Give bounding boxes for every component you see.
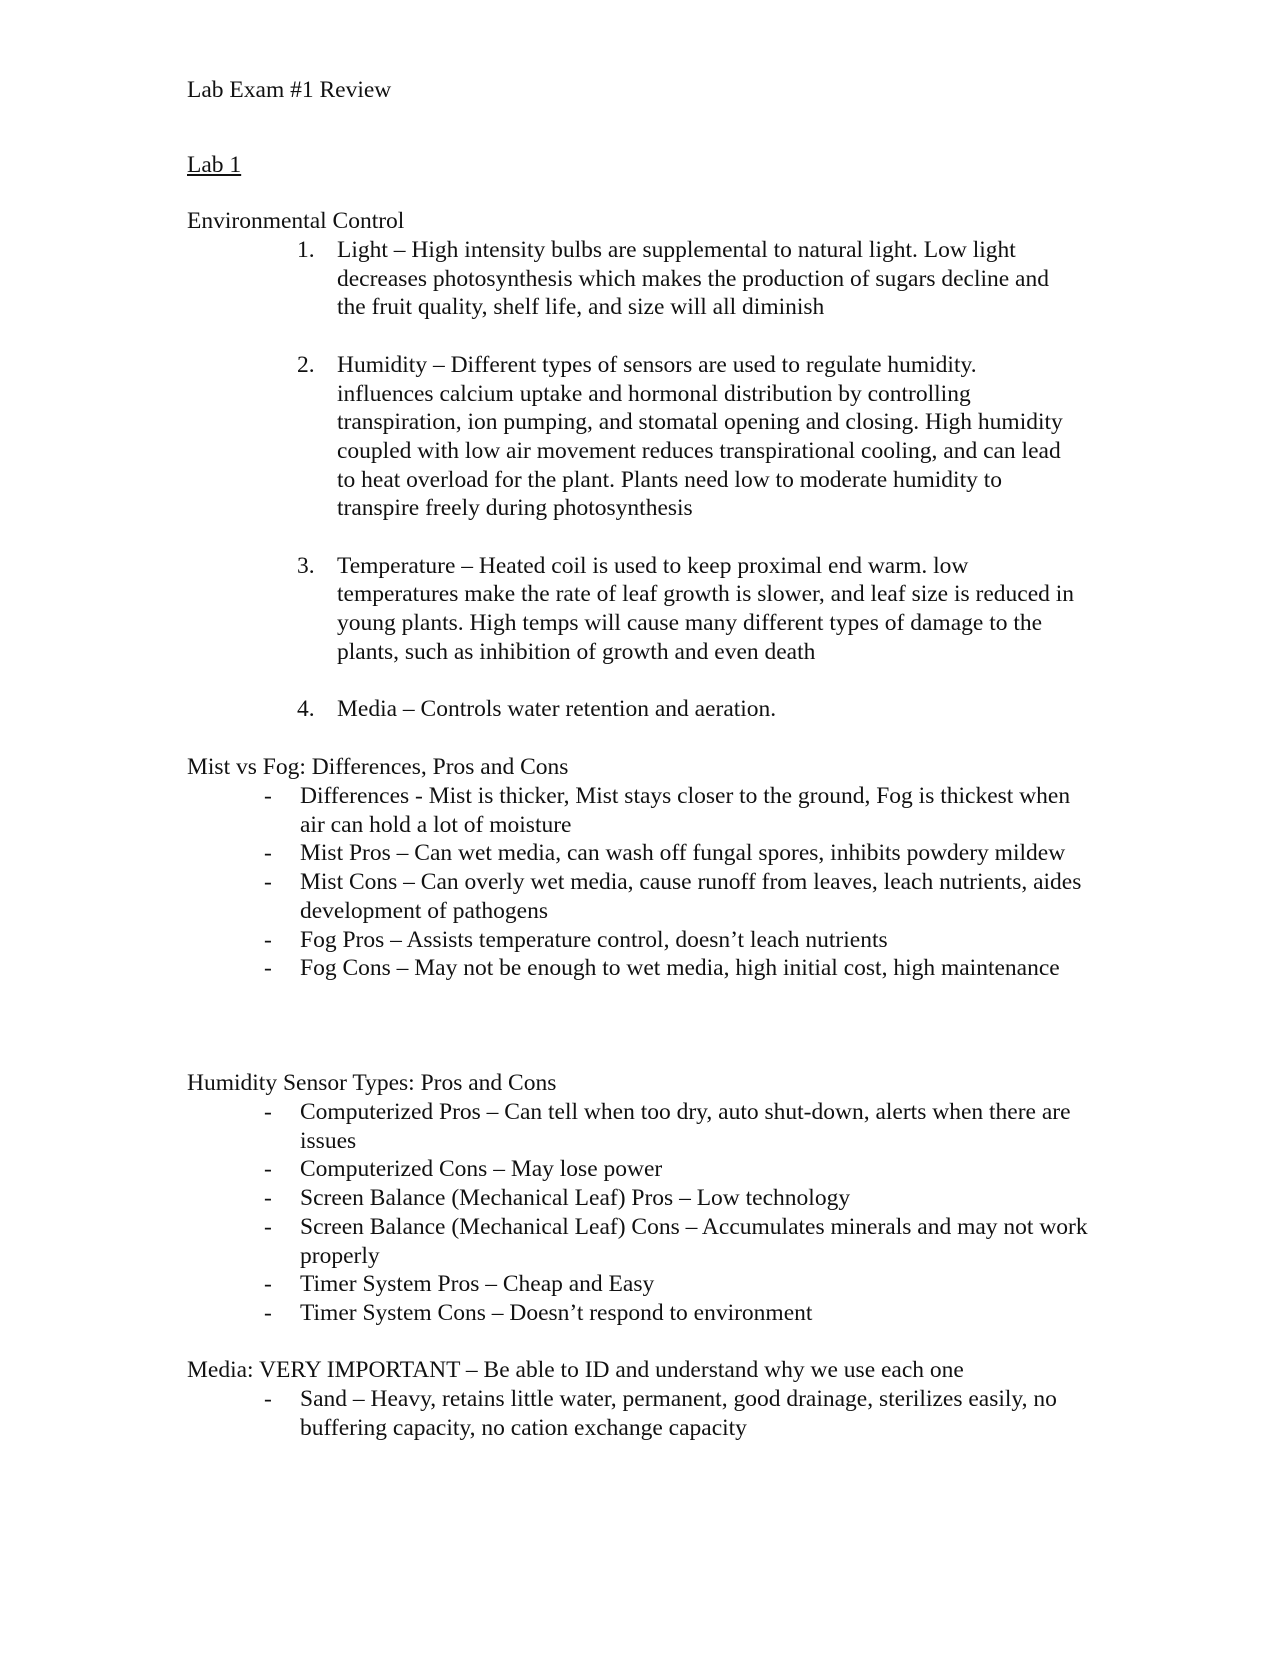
media-list bbox=[0, 1385, 1090, 1442]
list-item bbox=[0, 236, 1077, 322]
list-item bbox=[0, 1299, 1090, 1328]
list-item bbox=[0, 351, 1077, 523]
list-item bbox=[0, 695, 1077, 724]
lab-heading: Lab 1 bbox=[187, 152, 242, 178]
list-dash: - bbox=[264, 1156, 272, 1183]
list-item bbox=[0, 839, 1090, 868]
list-item bbox=[0, 926, 1090, 955]
list-item bbox=[0, 1385, 1090, 1442]
list-item-text: Differences - Mist is thicker, Mist stays closer to the ground, Fog is thickest when air can hold a lot of moisture bbox=[300, 783, 1071, 838]
list-dash: - bbox=[264, 840, 272, 867]
list-number: 3. bbox=[297, 552, 315, 579]
list-item bbox=[0, 552, 1077, 667]
list-item-text: Light – High intensity bulbs are supplemental to natural light. Low light decreases photosynthesis which makes the production of sugars decline and the fruit quality, shelf life, and size will all diminish bbox=[337, 237, 1049, 321]
list-item-text: Fog Pros – Assists temperature control, doesn’t leach nutrients bbox=[300, 926, 888, 953]
list-dash: - bbox=[264, 1099, 272, 1125]
list-item-text: Fog Cons – May not be enough to wet media, high initial cost, high maintenance bbox=[300, 955, 1060, 982]
list-item-text: Mist Cons – Can overly wet media, cause runoff from leaves, leach nutrients, aides development of pathogens bbox=[300, 869, 1082, 924]
list-item bbox=[0, 1155, 1090, 1184]
list-number: 4. bbox=[297, 696, 315, 723]
list-item-text: Humidity – Different types of sensors are used to regulate humidity. influences calcium uptake and hormonal distribution by controlling transpiration, ion pumping, and stomatal opening and closing. High humidity coupled with low air movement reduces transpirational cooling, and can lead to heat overload for the plant. Plants need low to moderate humidity to transpire freely during photosynthesis bbox=[337, 351, 1063, 522]
list-number: 1. bbox=[297, 237, 315, 263]
list-item-text: Computerized Pros – Can tell when too dry, auto shut-down, alerts when there are issues bbox=[300, 1099, 1071, 1154]
environmental-control-list bbox=[0, 236, 1077, 753]
list-number: 2. bbox=[297, 351, 315, 378]
list-item-text: Timer System Pros – Cheap and Easy bbox=[300, 1271, 655, 1298]
list-item-text: Screen Balance (Mechanical Leaf) Cons – Accumulates minerals and may not work properly bbox=[300, 1213, 1088, 1269]
list-item-text: Computerized Cons – May lose power bbox=[300, 1156, 663, 1183]
list-item-text: Mist Pros – Can wet media, can wash off fungal spores, inhibits powdery mildew bbox=[300, 840, 1066, 867]
section-heading-media: Media: VERY IMPORTANT – Be able to ID and understand why we use each one bbox=[187, 1357, 964, 1383]
list-item-text: Temperature – Heated coil is used to keep proximal end warm. low temperatures make the rate of leaf growth is slower, and leaf size is reduced in young plants. High temps will cause many different types of damage to the plants, such as inhibition of growth and even death bbox=[337, 552, 1075, 665]
mist-vs-fog-list bbox=[0, 782, 1090, 983]
list-dash: - bbox=[264, 955, 272, 982]
list-item-text: Timer System Cons – Doesn’t respond to environment bbox=[300, 1299, 813, 1326]
list-item bbox=[0, 1184, 1090, 1213]
list-dash: - bbox=[264, 1271, 272, 1298]
section-heading-humidity-sensor-types: Humidity Sensor Types: Pros and Cons bbox=[187, 1070, 557, 1096]
list-dash: - bbox=[264, 869, 272, 896]
list-dash: - bbox=[264, 1386, 272, 1412]
list-item bbox=[0, 1213, 1090, 1270]
list-dash: - bbox=[264, 783, 272, 809]
list-item bbox=[0, 782, 1090, 839]
list-item bbox=[0, 868, 1090, 925]
list-item bbox=[0, 954, 1090, 983]
list-item-text: Sand – Heavy, retains little water, permanent, good drainage, sterilizes easily, no buffering capacity, no cation exchange capacity bbox=[300, 1386, 1057, 1441]
list-item bbox=[0, 1270, 1090, 1299]
section-heading-mist-vs-fog: Mist vs Fog: Differences, Pros and Cons bbox=[187, 754, 569, 780]
list-item bbox=[0, 1098, 1090, 1155]
document-title: Lab Exam #1 Review bbox=[187, 77, 392, 103]
humidity-sensor-types-list bbox=[0, 1098, 1090, 1328]
list-dash: - bbox=[264, 926, 272, 953]
section-heading-environmental-control: Environmental Control bbox=[187, 208, 405, 234]
list-dash: - bbox=[264, 1185, 272, 1212]
list-dash: - bbox=[264, 1213, 272, 1240]
list-dash: - bbox=[264, 1299, 272, 1326]
list-item-text: Media – Controls water retention and aeration. bbox=[337, 696, 777, 723]
list-item-text: Screen Balance (Mechanical Leaf) Pros – Low technology bbox=[300, 1185, 851, 1212]
